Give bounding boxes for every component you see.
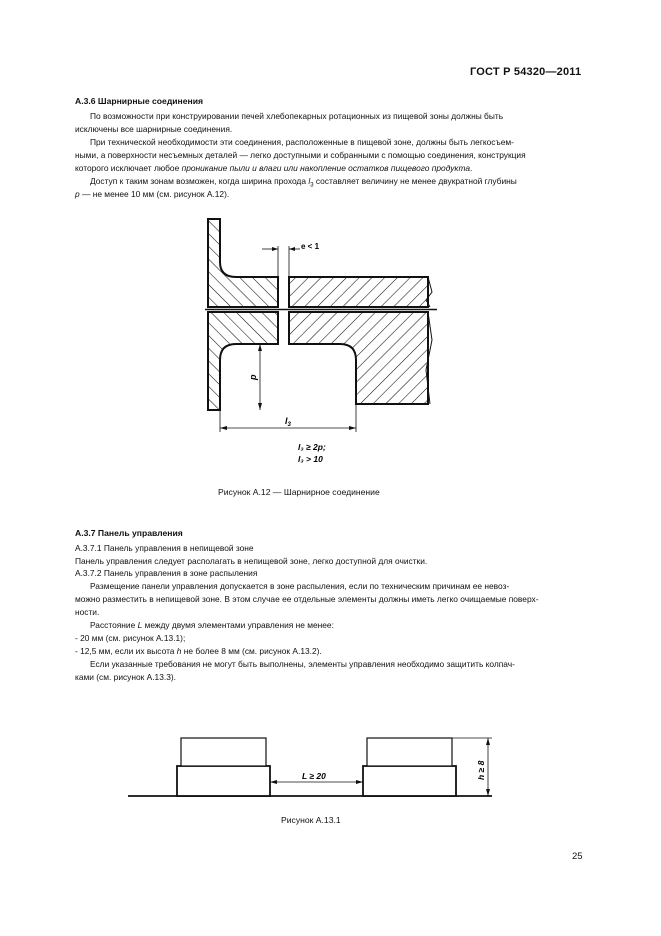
paragraph-line: исключены все шарнирные соединения. bbox=[75, 124, 233, 134]
paragraph-line: Расстояние L между двумя элементами управления не менее: bbox=[90, 620, 334, 630]
condition-1: l₃ ≥ 2p; bbox=[298, 442, 326, 452]
paragraph-line: ными, а поверхности несъемных деталей — легко доступными и собранными с помощью соединения, конструкция bbox=[75, 150, 526, 160]
p-label: p bbox=[248, 374, 258, 380]
paragraph-line: Панель управления следует располагать в непищевой зоне, легко доступной для очистки. bbox=[75, 556, 428, 566]
left-wall-lower bbox=[208, 312, 278, 410]
figure-caption-a12: Рисунок А.12 — Шарнирное соединение bbox=[218, 487, 380, 497]
gap-label: e < 1 bbox=[301, 242, 320, 251]
subsection-heading: А.3.7.1 Панель управления в непищевой зоне bbox=[75, 543, 254, 553]
condition-2: l₃ > 10 bbox=[298, 454, 323, 464]
left-wall bbox=[208, 219, 278, 307]
paragraph-line: По возможности при конструировании печей хлебопекарных ротационных из пищевой зоны должны быть bbox=[90, 111, 504, 121]
paragraph-line: Доступ к таким зонам возможен, когда ширина прохода $l_3$ составляет величину не менее двукратной глубины bbox=[90, 176, 517, 189]
paragraph-line: которого исключает любое проникание пыли и влаги или накопление остатков пищевого продукта. bbox=[75, 163, 473, 173]
l3-label: $l_3$ bbox=[285, 416, 291, 428]
paragraph-line: ками (см. рисунок А.13.3). bbox=[75, 672, 176, 682]
paragraph-line: ности. bbox=[75, 607, 100, 617]
list-item: - 12,5 мм, если их высота h не более 8 мм (см. рисунок А.13.2). bbox=[75, 646, 322, 656]
list-item: - 20 мм (см. рисунок А.13.1); bbox=[75, 633, 186, 643]
section-heading-a36: А.3.6 Шарнирные соединения bbox=[75, 96, 204, 106]
right-upper-block bbox=[289, 277, 428, 307]
page-number: 25 bbox=[572, 851, 583, 862]
right-lower-block bbox=[289, 312, 428, 404]
paragraph-line: можно разместить в непищевой зоне. В этом случае ее отдельные элементы должны иметь легко очищаемые поверх- bbox=[75, 594, 539, 604]
section-heading-a37: А.3.7 Панель управления bbox=[75, 528, 183, 538]
paragraph-line: p — не менее 10 мм (см. рисунок А.12). bbox=[75, 189, 230, 199]
figure-caption-a131: Рисунок А.13.1 bbox=[281, 815, 341, 825]
control-spacing-drawing bbox=[0, 720, 661, 820]
paragraph-line: Если указанные требования не могут быть выполнены, элементы управления необходимо защитить колпач- bbox=[90, 659, 515, 669]
standard-number: ГОСТ Р 54320—2011 bbox=[470, 66, 582, 78]
paragraph-line: Размещение панели управления допускается в зоне распыления, если по техническим причинам ее невоз- bbox=[90, 581, 510, 591]
distance-label: L ≥ 20 bbox=[302, 771, 326, 781]
subsection-heading: А.3.7.2 Панель управления в зоне распыления bbox=[75, 568, 258, 578]
paragraph-line: При технической необходимости эти соединения, расположенные в пищевой зоне, должны быть легкосъем- bbox=[90, 137, 514, 147]
height-label: h ≥ 8 bbox=[476, 760, 486, 780]
